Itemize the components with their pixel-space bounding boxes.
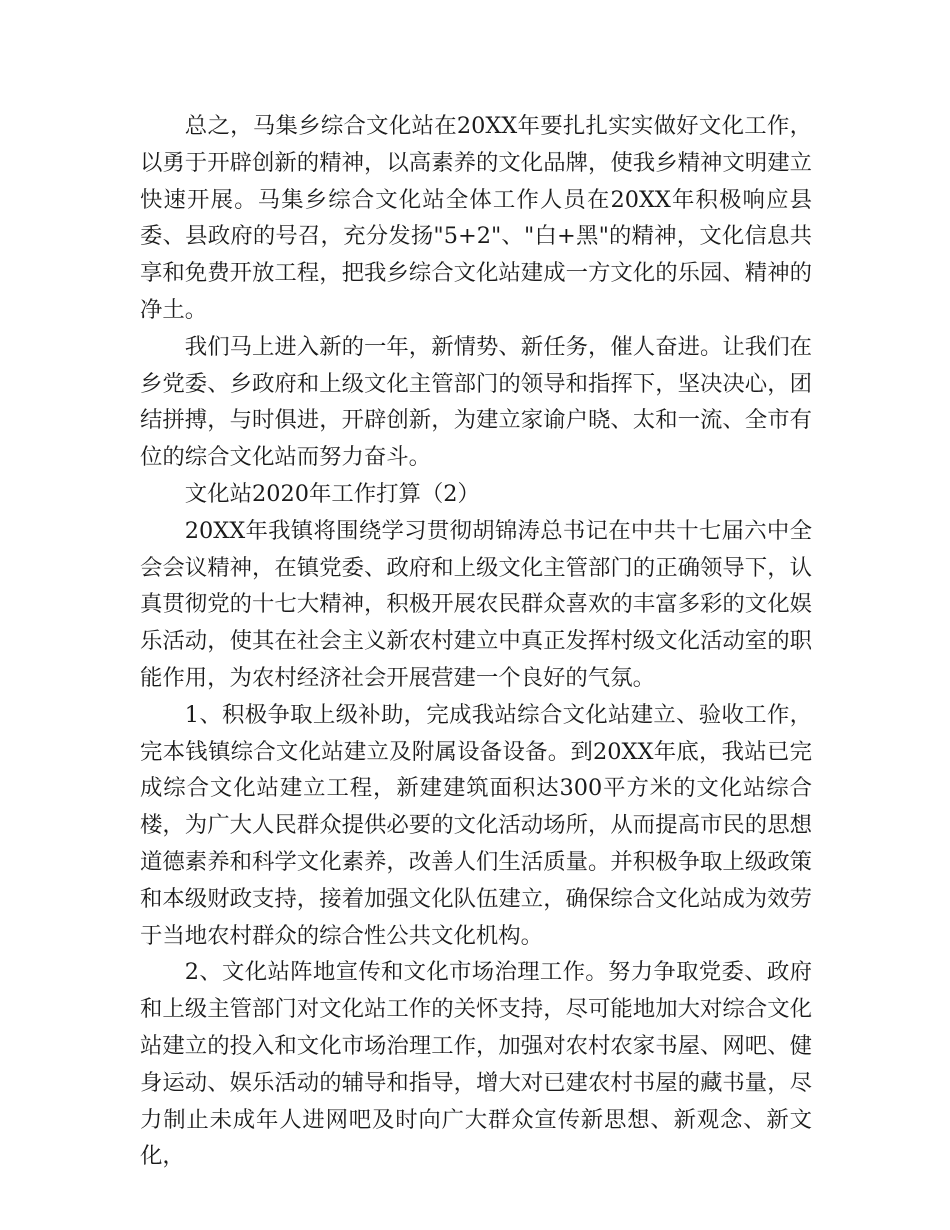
paragraph-new-year: 我们马上进入新的一年，新情势、新任务，催人奋进。让我们在乡党委、乡政府和上级文化主管部门的领导和指挥下，坚决决心，团结拼搏，与时俱进，开辟创新，为建立家谕户晓、太和一流、全市有位的综合文化站而努力奋斗。 [140, 333, 812, 471]
paragraph-summary: 总之，马集乡综合文化站在20XX年要扎扎实实做好文化工作，以勇于开辟创新的精神，以高素养的文化品牌，使我乡精神文明建立快速开展。马集乡综合文化站全体工作人员在20XX年积极响应县委、县政府的号召，充分发扬"5+2"、"白+黑"的精神，文化信息共享和免费开放工程，把我乡综合文化站建成一方文化的乐园、精神的净土。 [140, 113, 812, 323]
paragraph-item-1: 1、积极争取上级补助，完成我站综合文化站建立、验收工作，完本钱镇综合文化站建立及附属设备设备。到20XX年底，我站已完成综合文化站建立工程，新建建筑面积达300平方米的文化站综合楼，为广大人民群众提供必要的文化活动场所，从而提高市民的思想道德素养和科学文化素养，改善人们生活质量。并积极争取上级政策和本级财政支持，接着加强文化队伍建立，确保综合文化站成为效劳于当地农村群众的综合性公共文化机构。 [140, 701, 812, 949]
section-heading: 文化站2020年工作打算（2） [184, 480, 480, 507]
document-body [140, 108, 812, 1175]
paragraph-intro: 20XX年我镇将围绕学习贯彻胡锦涛总书记在中共十七届六中全会会议精神，在镇党委、政府和上级文化主管部门的正确领导下，认真贯彻党的十七大精神，积极开展农民群众喜欢的丰富多彩的文化娱乐活动，使其在社会主义新农村建立中真正发挥村级文化活动室的职能作用，为农村经济社会开展营建一个良好的气氛。 [140, 517, 812, 691]
paragraph-item-2: 2、文化站阵地宣传和文化市场治理工作。努力争取党委、政府和上级主管部门对文化站工作的关怀支持，尽可能地加大对综合文化站建立的投入和文化市场治理工作，加强对农村农家书屋、网吧、健身运动、娱乐活动的辅导和指导，增大对已建农村书屋的藏书量，尽力制止未成年人进网吧及时向广大群众宣传新思想、新观念、新文化， [140, 959, 812, 1170]
